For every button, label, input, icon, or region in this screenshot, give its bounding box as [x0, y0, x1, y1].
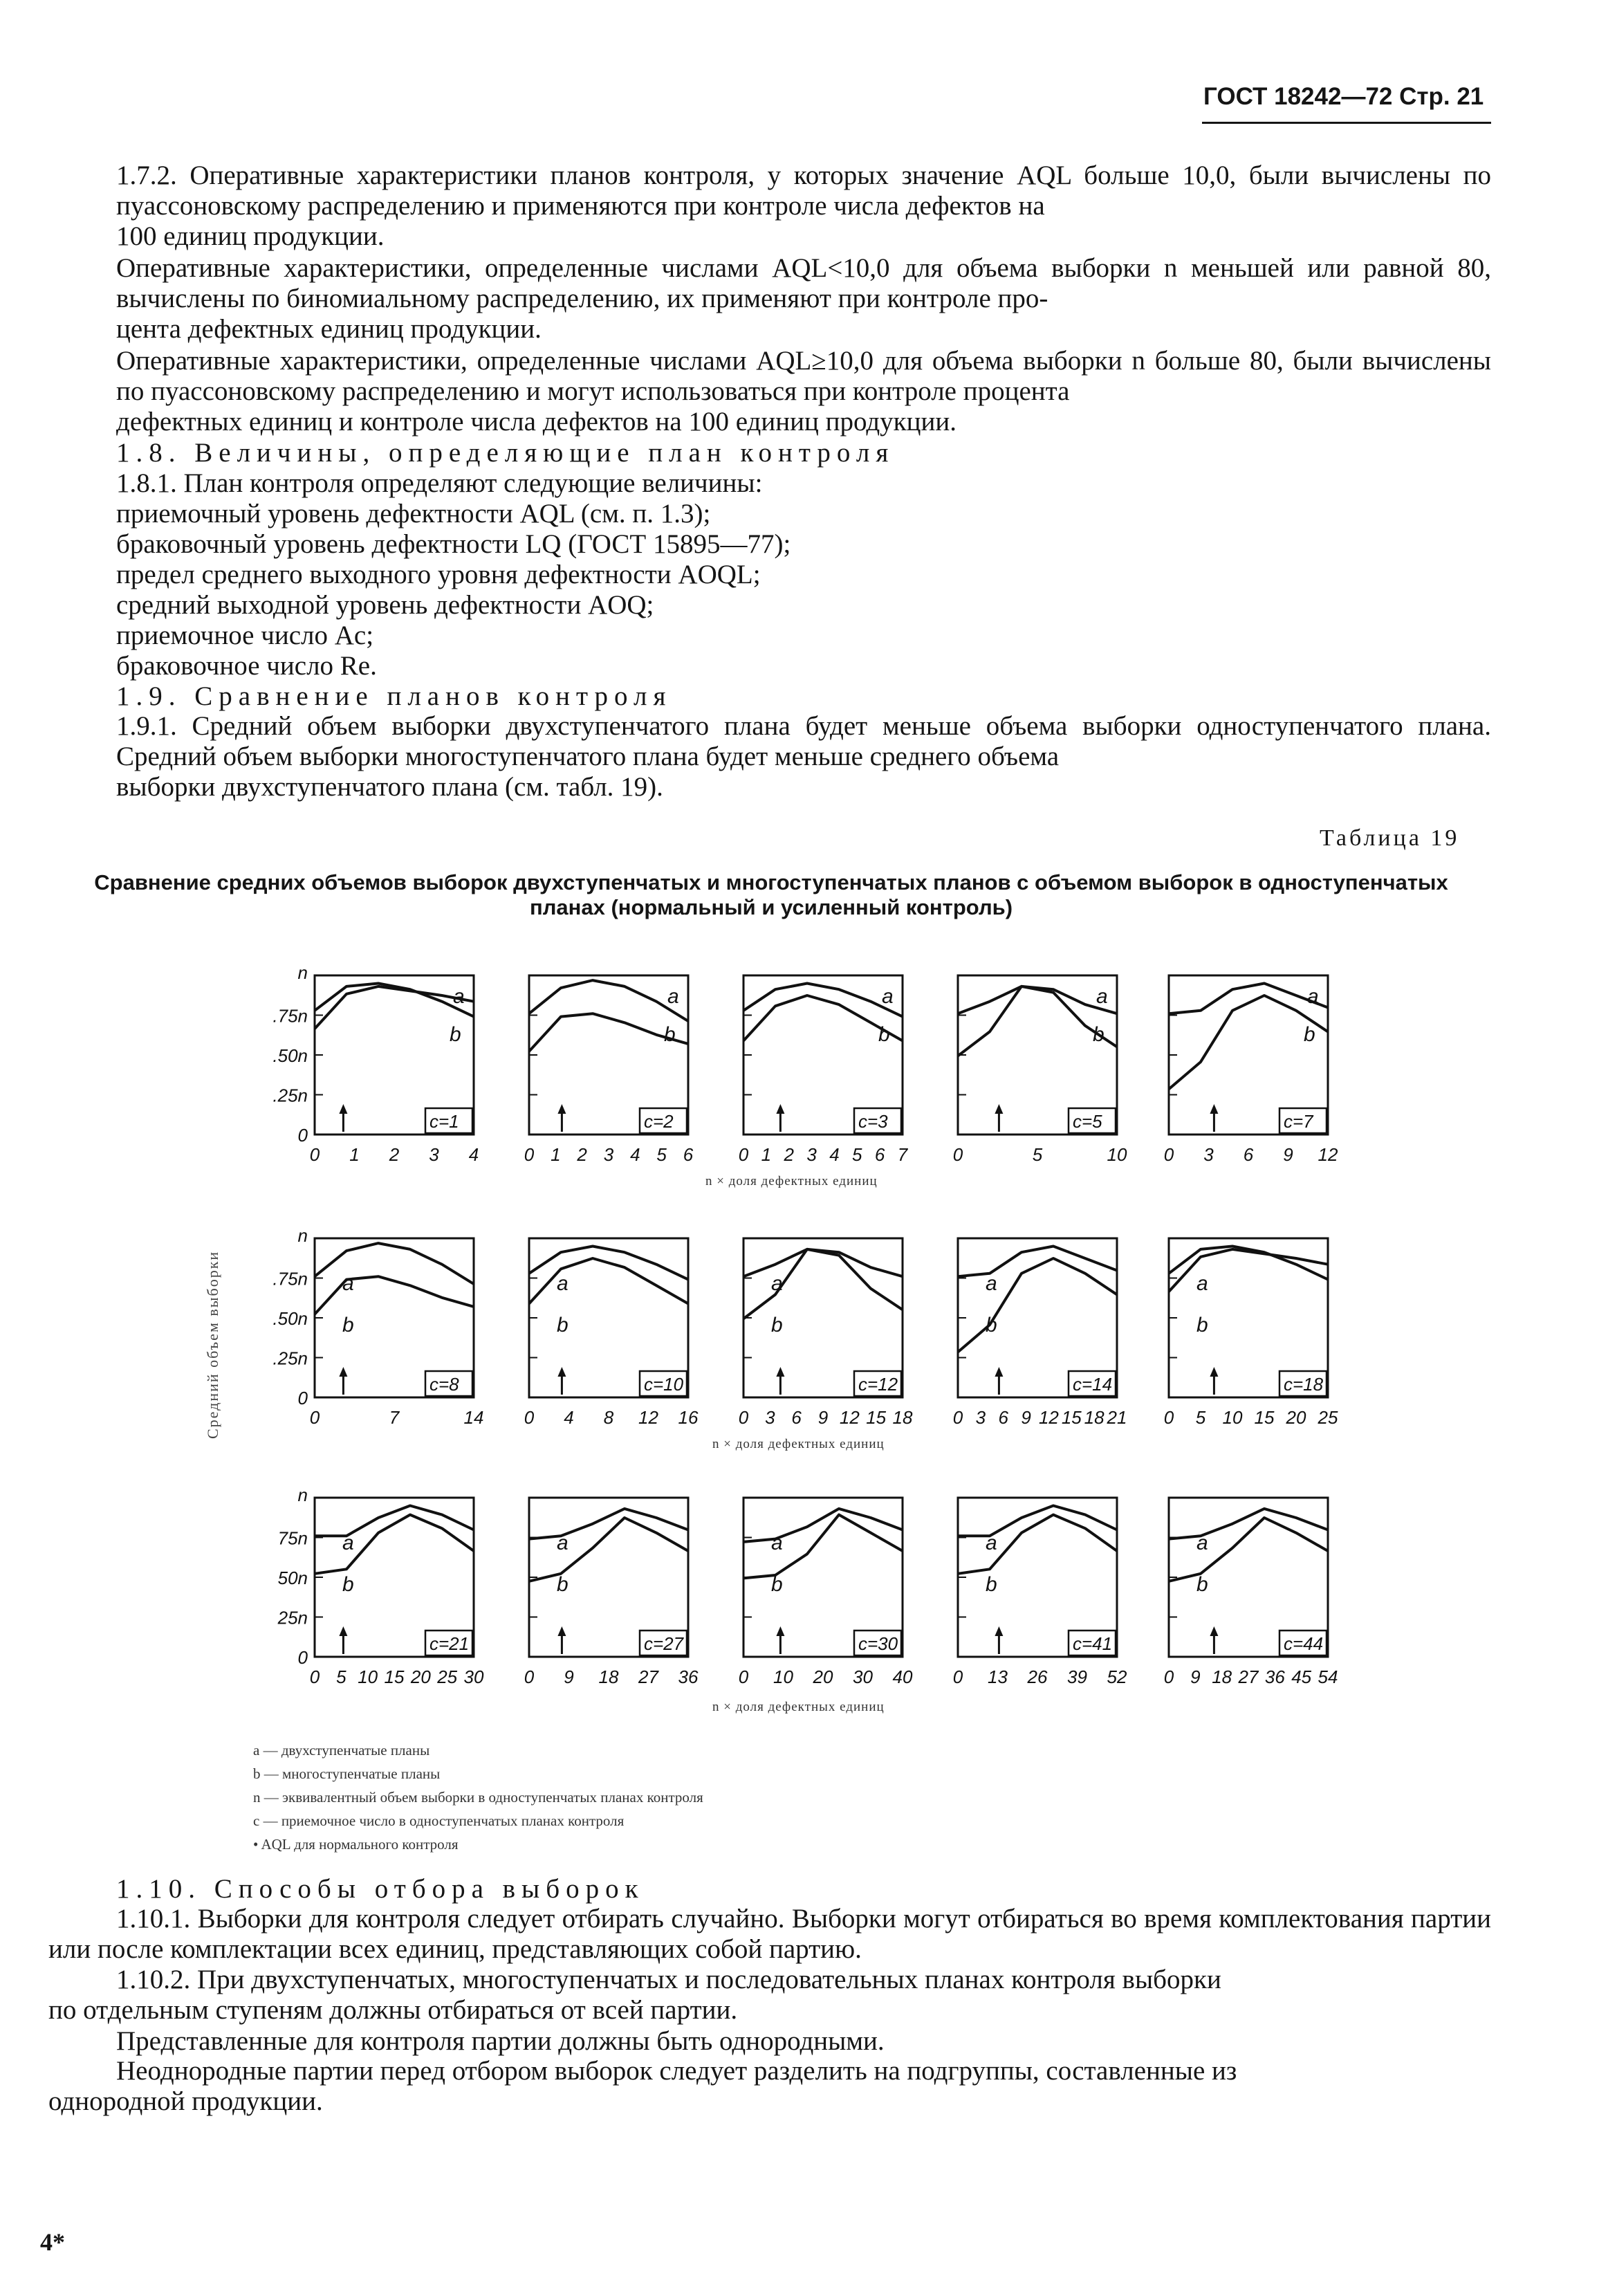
list-item: браковочное число Re. [116, 651, 377, 681]
x-tick-label: 25 [437, 1666, 458, 1687]
x-tick-label: 54 [1318, 1666, 1338, 1687]
x-tick-label: 4 [630, 1144, 640, 1165]
x-axis-title: n × доля дефектных единиц [712, 1700, 885, 1714]
aql-arrow-head [776, 1367, 784, 1377]
aql-arrow-head [1210, 1104, 1218, 1114]
c-label: c=21 [429, 1633, 470, 1654]
series-label-b: b [342, 1573, 354, 1596]
aql-arrow-head [557, 1367, 566, 1377]
x-tick-label: 8 [603, 1407, 614, 1428]
paragraph-text: Неоднородные партии перед отбором выборок следует разделить на подгруппы, составленные из [116, 2056, 1237, 2086]
paragraph-1-10-2 [48, 1965, 1491, 2026]
x-tick-label: 21 [1107, 1407, 1127, 1428]
x-tick-label: 0 [1163, 1407, 1174, 1428]
series-line-a [315, 1506, 474, 1536]
x-tick-label: 18 [892, 1407, 913, 1428]
series-label-b: b [986, 1573, 997, 1596]
x-tick-label: 1 [551, 1144, 561, 1165]
x-tick-label: 40 [892, 1666, 913, 1687]
x-tick-label: 4 [829, 1144, 840, 1165]
x-tick-label: 9 [1190, 1666, 1201, 1687]
series-label-a: a [882, 985, 894, 1008]
x-tick-label: 3 [429, 1144, 439, 1165]
series-label-a: a [667, 985, 679, 1008]
series-line-b [529, 1518, 688, 1581]
x-tick-label: 25 [1318, 1407, 1338, 1428]
series-line-b [743, 1515, 903, 1579]
c-label: c=12 [858, 1374, 898, 1395]
x-tick-label: 0 [738, 1407, 749, 1428]
x-tick-label: 0 [952, 1407, 963, 1428]
x-tick-label: 20 [410, 1666, 431, 1687]
x-tick-label: 18 [1212, 1666, 1232, 1687]
y-axis-title: Средний объем выборки [204, 1250, 221, 1439]
x-tick-label: 5 [1195, 1407, 1206, 1428]
aql-arrow-head [776, 1626, 784, 1636]
paragraph-last-line: однородной продукции. [48, 2086, 323, 2116]
series-line-b [315, 1276, 474, 1314]
y-tick-label: .50n [272, 1045, 308, 1066]
x-tick-label: 0 [524, 1407, 535, 1428]
aql-arrow-head [776, 1104, 784, 1114]
section-heading-1-9: 1.9. Сравнение планов контроля [116, 681, 672, 711]
x-tick-label: 15 [1254, 1407, 1275, 1428]
paragraph-text: 1.7.2. Оперативные характеристики планов контроля, у которых значение AQL больше 10,0, были вычислены по пуассоновскому распределению и применяются при контроле числа дефектов на [116, 160, 1491, 221]
x-tick-label: 6 [1243, 1144, 1254, 1165]
x-tick-label: 0 [524, 1666, 535, 1687]
x-tick-label: 2 [389, 1144, 400, 1165]
legend-item: n — эквивалентный объем выборки в одноступенчатых планах контроля [253, 1789, 703, 1806]
series-line-a [529, 980, 688, 1021]
list-item: браковочный уровень дефектности LQ (ГОСТ 15895—77); [116, 529, 791, 559]
series-label-b: b [878, 1023, 890, 1046]
series-line-b [1169, 1518, 1328, 1581]
y-tick-label: n [297, 1485, 308, 1505]
x-tick-label: 18 [1084, 1407, 1105, 1428]
c-label: c=30 [858, 1633, 898, 1654]
x-tick-label: 20 [813, 1666, 833, 1687]
paragraph-text: Оперативные характеристики, определенные числами AQL<10,0 для объема выборки n меньшей или равной 80, вычислены по биномиальному распределению, их применяют при контроле про- [116, 253, 1491, 313]
y-tick-label: 0 [297, 1388, 308, 1408]
x-tick-label: 9 [564, 1666, 574, 1687]
aql-arrow-head [339, 1104, 347, 1114]
y-tick-label: .75n [272, 1268, 308, 1289]
legend-item: c — приемочное число в одноступенчатых планах контроля [253, 1812, 625, 1829]
x-tick-label: 15 [384, 1666, 405, 1687]
x-tick-label: 52 [1107, 1666, 1127, 1687]
x-tick-label: 3 [1203, 1144, 1214, 1165]
paragraph-last-line: 100 единиц продукции. [116, 221, 385, 251]
x-tick-label: 10 [773, 1666, 793, 1687]
aql-arrow-head [557, 1104, 566, 1114]
series-label-a: a [342, 1532, 354, 1554]
x-tick-label: 0 [738, 1666, 749, 1687]
series-label-a: a [453, 985, 465, 1008]
table-caption [28, 870, 1515, 920]
x-tick-label: 5 [336, 1666, 346, 1687]
x-tick-label: 0 [309, 1144, 320, 1165]
paragraph-text: Оперативные характеристики, определенные числами AQL≥10,0 для объема выборки n больше 80, были вычислены по пуассоновскому распределению и могут использоваться при контроле процента [116, 346, 1491, 406]
y-tick-label: 50n [277, 1568, 308, 1588]
x-tick-label: 3 [603, 1144, 614, 1165]
x-tick-label: 39 [1067, 1666, 1087, 1687]
x-tick-label: 6 [874, 1144, 885, 1165]
paragraph-text: 1.9.1. Средний объем выборки двухступенчатого плана будет меньше объема выборки одноступенчатого плана. Средний объем выборки многоступенчатого плана будет меньше среднего объема [116, 711, 1491, 771]
y-tick-label: 0 [297, 1647, 308, 1668]
x-tick-label: 0 [524, 1144, 535, 1165]
list-item: приемочное число Ac; [116, 621, 374, 650]
section-heading-1-10: 1.10. Способы отбора выборок [116, 1874, 645, 1904]
series-label-b: b [557, 1573, 569, 1596]
series-label-a: a [557, 1272, 569, 1295]
series-label-b: b [771, 1573, 783, 1596]
aql-arrow-head [1210, 1626, 1218, 1636]
x-tick-label: 12 [1038, 1407, 1059, 1428]
caption-line: планах (нормальный и усиленный контроль) [529, 895, 1013, 919]
c-label: c=10 [644, 1374, 684, 1395]
series-label-b: b [450, 1023, 461, 1046]
c-label: c=14 [1073, 1374, 1113, 1395]
x-tick-label: 12 [1318, 1144, 1338, 1165]
series-label-b: b [1304, 1023, 1315, 1046]
series-line-b [315, 1515, 474, 1574]
x-tick-label: 2 [577, 1144, 587, 1165]
paragraph-1-7-2 [116, 160, 1491, 252]
series-label-b: b [986, 1314, 997, 1337]
series-line-b [529, 1258, 688, 1304]
y-tick-label: n [297, 1225, 308, 1246]
x-tick-label: 3 [765, 1407, 775, 1428]
x-tick-label: 0 [309, 1407, 320, 1428]
series-label-b: b [342, 1314, 354, 1337]
x-tick-label: 16 [678, 1407, 699, 1428]
x-tick-label: 0 [309, 1666, 320, 1687]
series-label-b: b [1093, 1023, 1105, 1046]
paragraph-1-10-3: Представленные для контроля партии должны быть однородными. [116, 2026, 885, 2056]
x-tick-label: 9 [1021, 1407, 1031, 1428]
x-tick-label: 5 [852, 1144, 862, 1165]
x-tick-label: 7 [897, 1144, 908, 1165]
c-label: c=7 [1284, 1111, 1313, 1132]
x-axis-title: n × доля дефектных единиц [712, 1437, 885, 1451]
paragraph-1-9-1 [116, 711, 1491, 802]
x-axis-title: n × доля дефектных единиц [705, 1174, 878, 1188]
x-tick-label: 13 [988, 1666, 1008, 1687]
x-tick-label: 15 [866, 1407, 887, 1428]
aql-arrow-head [557, 1626, 566, 1636]
list-item: предел среднего выходного уровня дефектности AOQL; [116, 560, 761, 589]
page-mark: 4* [40, 2228, 65, 2256]
c-label: c=27 [644, 1633, 684, 1654]
x-tick-label: 0 [952, 1144, 963, 1165]
aql-arrow-head [995, 1367, 1003, 1377]
paragraph-text: 1.10.2. При двухступенчатых, многоступенчатых и последовательных планах контроля выборки [116, 1965, 1221, 1994]
series-label-a: a [986, 1272, 997, 1295]
c-label: c=41 [1073, 1633, 1113, 1654]
series-label-a: a [557, 1532, 569, 1554]
y-tick-label: .25n [272, 1085, 308, 1106]
y-tick-label: .50n [272, 1308, 308, 1329]
series-label-a: a [986, 1532, 997, 1554]
x-tick-label: 36 [678, 1666, 699, 1687]
x-tick-label: 0 [952, 1666, 963, 1687]
series-line-b [743, 1249, 903, 1319]
page-header: ГОСТ 18242—72 Стр. 21 [1203, 83, 1484, 110]
x-tick-label: 2 [784, 1144, 794, 1165]
y-tick-label: 75n [277, 1527, 308, 1549]
section-heading-1-8: 1.8. Величины, определяющие план контроля [116, 438, 895, 468]
series-line-b [958, 1258, 1117, 1352]
y-tick-label: 25n [277, 1607, 308, 1628]
y-tick-label: .25n [272, 1348, 308, 1369]
aql-arrow-head [339, 1626, 347, 1636]
x-tick-label: 3 [975, 1407, 986, 1428]
x-tick-label: 5 [1032, 1144, 1043, 1165]
c-label: c=18 [1284, 1374, 1324, 1395]
x-tick-label: 5 [656, 1144, 667, 1165]
x-tick-label: 3 [806, 1144, 817, 1165]
aql-arrow-head [1210, 1367, 1218, 1377]
series-line-a [315, 1243, 474, 1284]
paragraph-1-10-1: 1.10.1. Выборки для контроля следует отбирать случайно. Выборки могут отбираться во время комплектования партии или после комплектации всех единиц, представляющих собой партию. [48, 1904, 1491, 1964]
y-tick-label: n [297, 962, 308, 983]
series-label-a: a [771, 1272, 783, 1295]
series-line-b [958, 1515, 1117, 1574]
series-label-b: b [664, 1023, 676, 1046]
x-tick-label: 1 [349, 1144, 360, 1165]
series-label-a: a [1096, 985, 1108, 1008]
legend-item: a — двухступенчатые планы [253, 1742, 430, 1758]
x-tick-label: 10 [358, 1666, 378, 1687]
x-tick-label: 36 [1264, 1666, 1285, 1687]
aql-arrow-head [995, 1104, 1003, 1114]
series-label-b: b [1196, 1314, 1208, 1337]
x-tick-label: 12 [638, 1407, 658, 1428]
x-tick-label: 0 [1163, 1666, 1174, 1687]
aql-arrow-head [995, 1626, 1003, 1636]
x-tick-label: 26 [1027, 1666, 1048, 1687]
x-tick-label: 6 [683, 1144, 694, 1165]
series-label-a: a [771, 1532, 783, 1554]
x-tick-label: 20 [1286, 1407, 1306, 1428]
c-label: c=8 [429, 1374, 459, 1395]
c-label: c=5 [1073, 1111, 1102, 1132]
x-tick-label: 7 [389, 1407, 400, 1428]
x-tick-label: 0 [1163, 1144, 1174, 1165]
series-line-a [1169, 984, 1328, 1014]
header-rule [1202, 122, 1491, 124]
x-tick-label: 10 [1222, 1407, 1243, 1428]
paragraph-last-line: по отдельным ступеням должны отбираться от всей партии. [48, 1995, 738, 2025]
paragraph-last-line: цента дефектных единиц продукции. [116, 314, 542, 344]
series-label-b: b [1196, 1573, 1208, 1596]
legend-item: b — многоступенчатые планы [253, 1765, 441, 1782]
paragraph-last-line: выборки двухступенчатого плана (см. табл. 19). [116, 772, 663, 802]
series-label-a: a [1196, 1532, 1208, 1554]
x-tick-label: 15 [1061, 1407, 1082, 1428]
paragraph-binomial [116, 253, 1491, 345]
x-tick-label: 10 [1107, 1144, 1127, 1165]
x-tick-label: 1 [761, 1144, 772, 1165]
aql-arrow-head [339, 1367, 347, 1377]
paragraph-1-10-4 [48, 2056, 1491, 2117]
x-tick-label: 45 [1291, 1666, 1312, 1687]
series-label-b: b [557, 1314, 569, 1337]
c-label: c=1 [429, 1111, 459, 1132]
paragraph-poisson [116, 346, 1491, 437]
x-tick-label: 27 [1238, 1666, 1259, 1687]
c-label: c=3 [858, 1111, 888, 1132]
x-tick-label: 14 [463, 1407, 484, 1428]
series-line-a [958, 1506, 1117, 1536]
y-tick-label: 0 [297, 1125, 308, 1146]
x-tick-label: 6 [998, 1407, 1008, 1428]
list-item: приемочный уровень дефектности AQL (см. п. 1.3); [116, 499, 711, 529]
legend-item: • AQL для нормального контроля [253, 1836, 459, 1853]
series-label-a: a [1196, 1272, 1208, 1295]
series-label-a: a [342, 1272, 354, 1295]
table-number: Таблица 19 [1320, 825, 1460, 851]
x-tick-label: 9 [1283, 1144, 1293, 1165]
list-item: средний выходной уровень дефектности AOQ; [116, 590, 654, 620]
x-tick-label: 4 [468, 1144, 479, 1165]
x-tick-label: 9 [817, 1407, 829, 1428]
series-label-b: b [771, 1314, 783, 1337]
series-label-a: a [1307, 985, 1319, 1008]
x-tick-label: 0 [738, 1144, 749, 1165]
x-tick-label: 12 [839, 1407, 860, 1428]
x-tick-label: 4 [564, 1407, 574, 1428]
chart-grid [0, 955, 1608, 1785]
paragraph-last-line: дефектных единиц и контроле числа дефектов на 100 единиц продукции. [116, 407, 957, 437]
caption-line: Сравнение средних объемов выборок двухступенчатых и многоступенчатых планов с объемом выборок в одноступенчатых [94, 870, 1448, 894]
x-tick-label: 30 [463, 1666, 484, 1687]
x-tick-label: 6 [791, 1407, 802, 1428]
c-label: c=44 [1284, 1633, 1324, 1654]
y-tick-label: .75n [272, 1005, 308, 1027]
x-tick-label: 18 [598, 1666, 619, 1687]
series-line-a [958, 1247, 1117, 1277]
x-tick-label: 27 [638, 1666, 658, 1687]
c-label: c=2 [644, 1111, 674, 1132]
paragraph-1-8-1: 1.8.1. План контроля определяют следующие величины: [116, 468, 763, 498]
x-tick-label: 30 [853, 1666, 873, 1687]
